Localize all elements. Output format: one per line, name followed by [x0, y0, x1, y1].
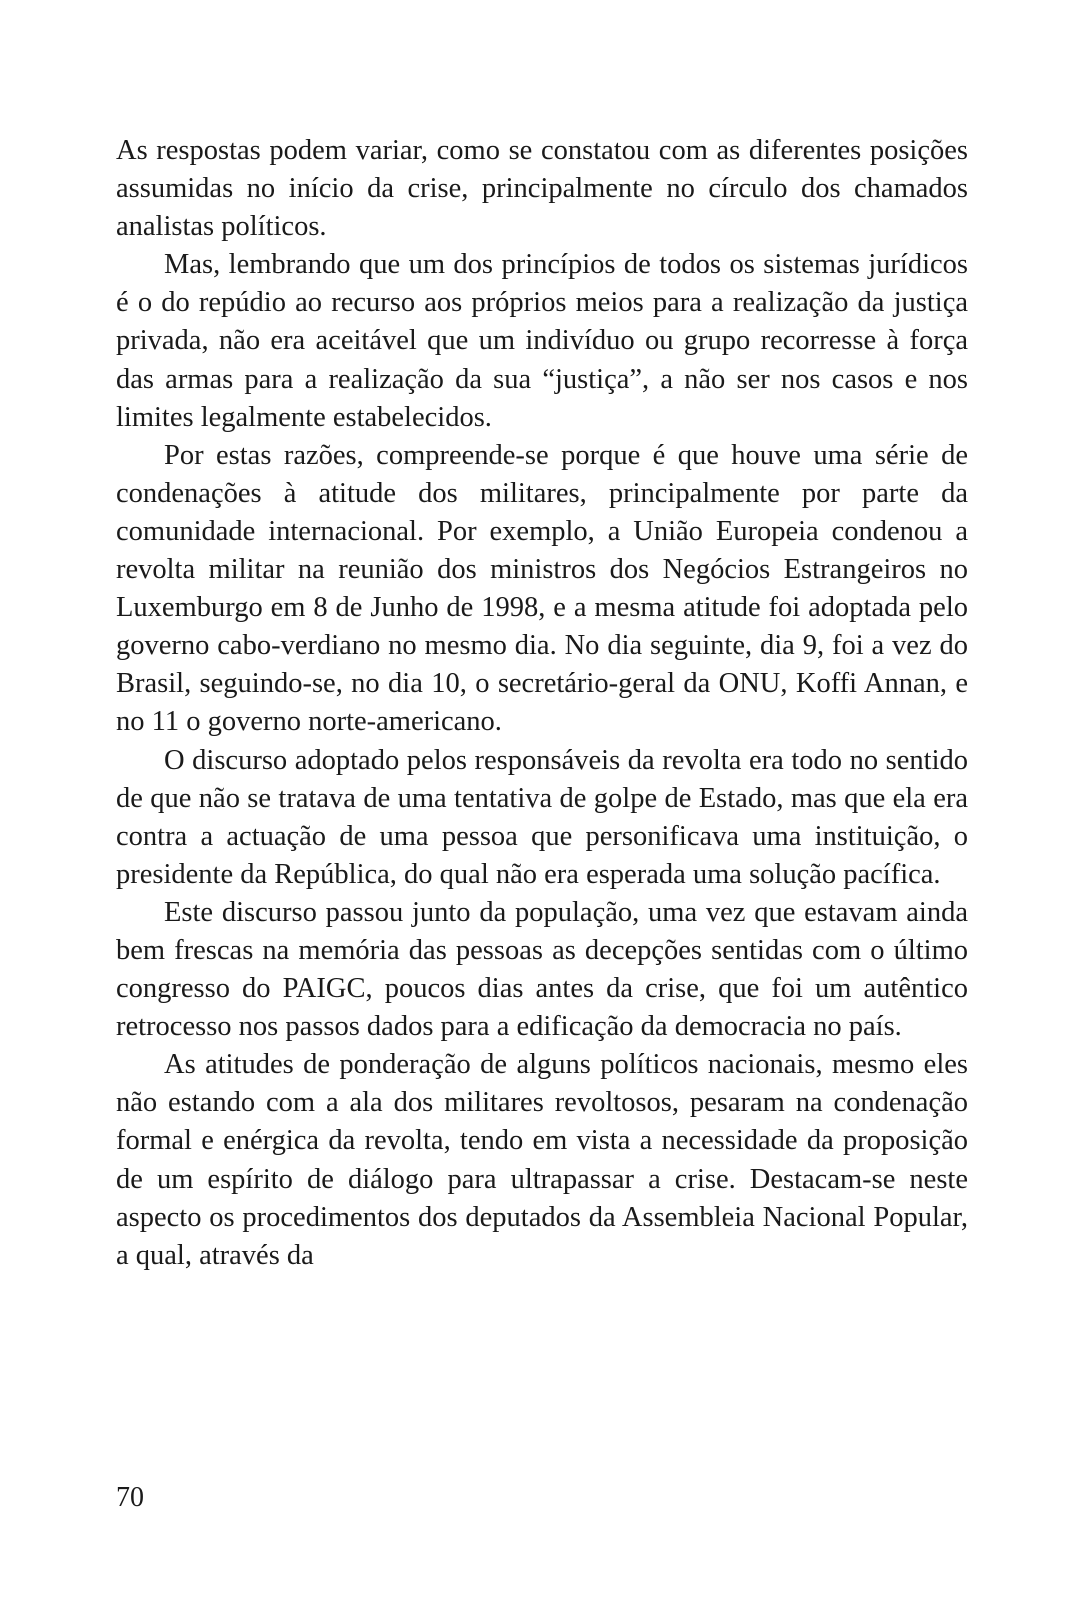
paragraph-2: Mas, lembrando que um dos princípios de todos os sistemas jurídicos é o do repúdio ao recurso aos próprios meios para a realização da justiça privada, não era aceitável que um indivíduo ou grupo recorresse à força das armas para a realização da sua “justiça”, a não ser nos casos e nos limites legalmente estabelecidos.: [116, 249, 968, 433]
body-text: [116, 132, 968, 1275]
paragraph-6: As atitudes de ponderação de alguns políticos nacionais, mesmo eles não estando com a ala dos militares revoltosos, pesaram na condenação formal e enérgica da revolta, tendo em vista a necessidade da proposição de um espírito de diálogo para ultrapassar a crise. Destacam-se neste aspecto os procedimentos dos deputados da Assembleia Nacional Popular, a qual, através da: [116, 1049, 968, 1271]
page-number: 70: [116, 1482, 144, 1513]
paragraph-5: Este discurso passou junto da população, uma vez que estavam ainda bem frescas na memória das pessoas as decepções sentidas com o último congresso do PAIGC, poucos dias antes da crise, que foi um autêntico retrocesso nos passos dados para a edificação da democracia no país.: [116, 896, 968, 1043]
paragraph-4: O discurso adoptado pelos responsáveis da revolta era todo no sentido de que não se tratava de uma tentativa de golpe de Estado, mas que ela era contra a actuação de uma pessoa que personificava uma instituição, o presidente da República, do qual não era esperada uma solução pacífica.: [116, 744, 968, 890]
paragraph-1: As respostas podem variar, como se constatou com as diferentes posições assumidas no início da crise, principalmente no círculo dos chamados analistas políticos.: [116, 135, 968, 243]
paragraph-3: Por estas razões, compreende-se porque é que houve uma série de condenações à atitude dos militares, principalmente por parte da comunidade internacional. Por exemplo, a União Europeia condenou a revolta militar na reunião dos ministros dos Negócios Estrangeiros no Luxemburgo em 8 de Junho de 1998, e a mesma atitude foi adoptada pelo governo cabo-verdiano no mesmo dia. No dia seguinte, dia 9, foi a vez do Brasil, seguindo-se, no dia 10, o secretário-geral da ONU, Koffi Annan, e no 11 o governo norte-americano.: [116, 439, 968, 738]
